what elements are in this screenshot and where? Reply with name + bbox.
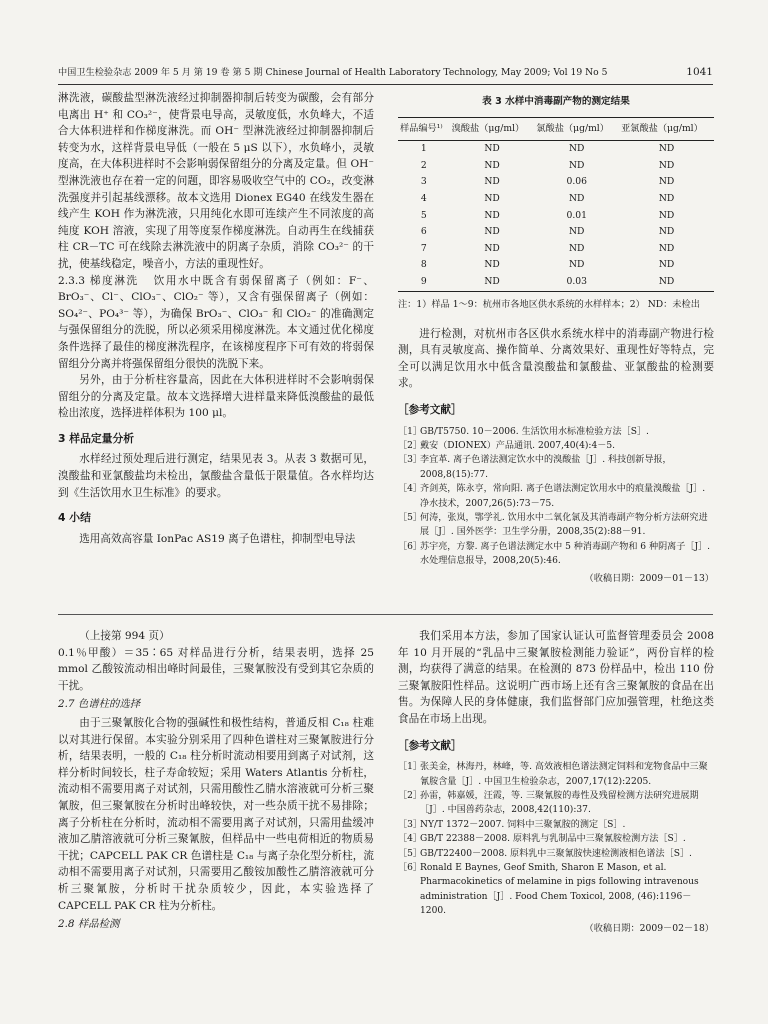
- reference-number: ［6］: [398, 863, 422, 873]
- reference-text: GB/T 22388－2008. 原料乳与乳制品中三聚氰胺检测方法［S］.: [420, 834, 686, 845]
- reference-item: [398, 789, 714, 818]
- table-cell: ND: [484, 209, 500, 221]
- table-cell: ND: [619, 274, 714, 291]
- table-header-cell: 亚氯酸盐（μg/ml）: [619, 117, 714, 141]
- reference-text: NY/T 1372－2007. 饲料中三聚氰胺的测定［S］.: [420, 819, 626, 830]
- table-row: [398, 174, 714, 191]
- received-date: （收稿日期：2009－02－18）: [584, 922, 714, 934]
- reference-number: ［4］: [398, 834, 422, 845]
- reference-text: 齐剑英，陈永亨，常向阳. 离子色谱法测定饮用水中的痕量溴酸盐［J］. 净水技术，2007,26(5):73－75.: [420, 484, 706, 509]
- reference-number: ［4］: [398, 484, 422, 495]
- table-cell: ND: [569, 226, 585, 238]
- table-cell: 5: [420, 209, 427, 221]
- top-right-column: [398, 94, 714, 587]
- paragraph: 进行检测，对杭州市各区供水系统水样中的消毒副产物进行检测，具有灵敏度高、操作简单、分离效果好、重现性好等特点，完全可以满足饮用水中低含量溴酸盐和氯酸盐、亚氯酸盐的检测要求。: [398, 327, 714, 390]
- table-cell: ND: [569, 242, 585, 254]
- reference-number: ［1］: [398, 762, 422, 773]
- table-cell: ND: [569, 159, 585, 171]
- reference-text: 李宜革. 离子色谱法测定饮水中的溴酸盐［J］. 科技创新导报，2008,8(15):77.: [420, 455, 672, 480]
- reference-item: [398, 818, 714, 832]
- table-row: [398, 257, 714, 274]
- reference-number: ［5］: [398, 848, 422, 859]
- paragraph: 淋洗液，碳酸盐型淋洗液经过抑制器抑制后转变为碳酸，会有部分电离出 H⁺ 和 CO₃²⁻，使背景电导高，灵敏度低，水负峰大，不适合大体积进样和作梯度淋洗。而 OH⁻ 型淋洗液经过抑制器抑制后转变为水，这样背景电导低（一般在 5 μS 以下），水负峰小，灵敏度高，在大体积进样时不会影响弱保留组分的分离及定量。但 OH⁻ 型淋洗液也存在着一定的问题，即容易吸收空气中的 CO₂，改变淋洗强度并引起基线漂移。故本文选用 Dionex EG40 在线发生器在线产生 KOH 作为淋洗液，只用纯化水即可连续产生不同浓度的高纯度 KOH 溶液，实现了用等度泵作梯度淋洗。自动再生在线捕获柱 CR－TC 可在线除去淋洗液中的阴离子杂质，消除 CO₃²⁻ 的干扰，使基线稳定，噪音小，方法的重现性好。: [58, 92, 374, 270]
- reference-text: GB/T5750. 10－2006. 生活饮用水标准检验方法［S］.: [420, 426, 649, 437]
- table-cell: ND: [569, 143, 585, 155]
- table-body: [398, 141, 714, 291]
- header-rule: [58, 84, 713, 85]
- table-cell: 7: [420, 242, 427, 254]
- table-row: [398, 224, 714, 241]
- reference-text: 苏宇亮，方黎. 离子色谱法测定水中 5 种消毒副产物和 6 种阴离子［J］. 水处理信息报导，2008,20(5):46.: [420, 541, 711, 567]
- table-cell: ND: [484, 192, 500, 204]
- reference-text: Ronald E Baynes, Geof Smith, Sharon E Mason, et al. Pharmacokinetics of melamine in pigs following intravenous administration［J］. Food Chem Toxicol, 2008, (46):1196－1200.: [420, 863, 699, 917]
- journal-citation: 中国卫生检验杂志 2009 年 5 月 第 19 卷 第 5 期 Chinese Journal of Health Laboratory Technology, May 2009; Vol 19 No 5: [58, 67, 608, 78]
- reference-item: [398, 511, 714, 540]
- table-cell: ND: [484, 176, 500, 188]
- reference-text: 孙雷，韩嘉媛，汪霞，等. 三聚氰胺的毒性及残留检测方法研究进展期［J］. 中国兽药杂志，2008,42(110):37.: [420, 790, 699, 816]
- reference-text: 张美金，林海丹，林峰，等. 高效液相色谱法测定饲料和宠物食品中三聚氰胺含量［J］. 中国卫生检验杂志，2007,17(12):2205.: [420, 762, 708, 787]
- reference-text: 戴安（DIONEX）产品通讯. 2007,40(4):4－5.: [420, 440, 616, 451]
- reference-number: ［3］: [398, 819, 422, 830]
- reference-list: [398, 425, 714, 569]
- table-cell: ND: [658, 176, 675, 188]
- continuation-note: （上接第 994 页）: [79, 630, 170, 642]
- references-heading: ［参考文献］: [398, 403, 462, 416]
- reference-item: [398, 439, 714, 453]
- table-cell: ND: [484, 226, 500, 238]
- table-row: [398, 191, 714, 208]
- reference-text: 何涛，张岚，鄂学礼. 饮用水中二氧化氯及其消毒副产物分析方法研究进展［J］. 国外医学：卫生学分册，2008,35(2):88－91.: [420, 512, 708, 538]
- table-cell: ND: [658, 259, 675, 271]
- table-cell: ND: [569, 192, 585, 204]
- table-cell: ND: [484, 259, 500, 271]
- table-cell: ND: [658, 226, 675, 238]
- reference-item: [398, 832, 714, 846]
- references-heading: ［参考文献］: [398, 739, 462, 752]
- reference-item: [398, 861, 714, 919]
- reference-item: [398, 847, 714, 861]
- paragraph: 0.1％甲酸）＝35∶65 对样品进行分析，结果表明，选择 25 mmol 乙酸铵流动相出峰时间最佳，三聚氰胺没有受到其它杂质的干扰。: [58, 646, 374, 692]
- reference-item: [398, 453, 714, 482]
- paragraph: 选用高效高容量 IonPac AS19 离子色谱柱，抑制型电导法: [79, 532, 356, 545]
- top-left-column: [58, 90, 374, 547]
- table-cell: 3: [420, 176, 427, 188]
- reference-item: [398, 425, 714, 439]
- reference-number: ［3］: [398, 455, 422, 466]
- table-row: [398, 274, 714, 291]
- paragraph: 另外，由于分析柱容量高，因此在大体积进样时不会影响弱保留组分的分离及定量。故本文选择增大进样量来降低溴酸盐的最低检出浓度，选择进样体积为 100 μl。: [58, 374, 374, 420]
- page-number: 1041: [686, 66, 713, 78]
- bottom-right-column: [398, 628, 714, 937]
- running-header: [58, 62, 713, 78]
- subsection-heading: 2.7 色谱柱的选择: [58, 698, 141, 711]
- table-cell: 2: [420, 159, 427, 171]
- paragraph: 由于三聚氰胺化合物的强碱性和极性结构，普通反相 C₁₈ 柱难以对其进行保留。本实验分别采用了四种色谱柱对三聚氰胺进行分析，结果表明，一般的 C₁₈ 柱分析时流动相要用到离子对试剂，这样分析时间较长，柱子寿命较短；采用 Waters Atlantis 分析柱，流动相不需要用离子对试剂，只需用酸性乙腈水溶液就可分析三聚氰胺，但三聚氰胺在分析时出峰较快，对一些杂质干扰不易排除；离子分析柱在分析时，流动相不需要用离子对试剂，只需用盐缓冲液加乙腈溶液就可分析三聚氰胺，但样品中一些电荷相近的物质易干扰；CAPCELL PAK CR 色谱柱是 C₁₈ 与离子杂化型分析柱，流动相不需要用离子对试剂，只需要用乙酸铵加酸性乙腈溶液就可分析三聚氰胺，分析时干扰杂质较少，因此，本实验选择了 CAPCELL PAK CR 柱为分析柱。: [58, 716, 374, 912]
- table-cell: ND: [658, 192, 675, 204]
- section-2-3-3: [58, 273, 374, 373]
- table-header-cell: 溴酸盐（μg/ml）: [450, 117, 535, 141]
- table-cell: 4: [420, 192, 427, 204]
- table-cell: ND: [450, 274, 535, 291]
- reference-item: [398, 540, 714, 569]
- section-heading-3: 3 样品定量分析: [58, 431, 135, 445]
- reference-number: ［1］: [398, 426, 422, 437]
- results-table: [398, 117, 714, 292]
- received-date: （收稿日期：2009－01－13）: [584, 572, 714, 584]
- reference-number: ［2］: [398, 790, 422, 801]
- paragraph: 水样经过预处理后进行测定，结果见表 3。从表 3 数据可见，溴酸盐和亚氯酸盐均未检出，氯酸盐含量低于限量值。各水样均达到《生活饮用水卫生标准》的要求。: [58, 453, 374, 499]
- table-cell: 0.06: [566, 176, 587, 188]
- table-cell: 8: [420, 259, 427, 271]
- table-row: [398, 208, 714, 225]
- table-cell: ND: [484, 143, 500, 155]
- table-cell: ND: [658, 143, 675, 155]
- reference-item: [398, 760, 714, 789]
- paragraph: 我们采用本方法，参加了国家认证认可监督管理委员会 2008 年 10 月开展的“乳品中三聚氰胺检测能力验证”，两份盲样的检测，均获得了满意的结果。在检测的 873 份样品中，检出 110 份三聚氰胺阳性样品。这说明广西市场上还有含三聚氰胺的食品在出售。为保障人民的身体健康，我们监督部门应加强管理，杜绝这类食品在市场上出现。: [398, 630, 714, 725]
- table-row: [398, 241, 714, 258]
- table-cell: ND: [658, 242, 675, 254]
- table-cell: ND: [569, 259, 585, 271]
- reference-text: GB/T22400－2008. 原料乳中三聚氰胺快速检测液相色谱法［S］.: [420, 848, 692, 859]
- reference-number: ［2］: [398, 440, 422, 451]
- reference-number: ［5］: [398, 512, 422, 523]
- reference-item: [398, 482, 714, 511]
- table-cell: ND: [658, 209, 675, 221]
- paragraph: 饮用水中既含有弱保留离子（例如：F⁻、BrO₃⁻、Cl⁻、ClO₃⁻、ClO₂⁻ 等），又含有强保留离子（例如：SO₄²⁻、PO₄³⁻ 等），为确保 BrO₃⁻、ClO₃⁻ 和 ClO₂⁻ 的准确测定与强保留组分的洗脱，所以必须采用梯度淋洗。本文通过优化梯度条件选择了最佳的梯度淋洗程序，在该梯度程序下可有效的将弱保留组分分离并将强保留组分很快的洗脱下来。: [58, 274, 374, 370]
- section-heading-4: 4 小结: [58, 511, 91, 525]
- reference-number: ［6］: [398, 541, 422, 552]
- table-row: [398, 141, 714, 158]
- table-cell: 6: [420, 226, 427, 238]
- table-title: 表 3 水样中消毒副产物的测定结果: [482, 96, 630, 107]
- table-header-cell: 样品编号¹⁾: [398, 117, 450, 141]
- bottom-left-column: [58, 628, 374, 935]
- table-cell: ND: [484, 159, 500, 171]
- table-cell: 1: [420, 143, 427, 155]
- subsection-heading: 2.3.3 梯度淋洗: [58, 274, 139, 287]
- article-divider: [58, 614, 713, 615]
- table-header-cell: 氯酸盐（μg/ml）: [534, 117, 619, 141]
- subsection-heading: 2.8 样品检测: [58, 918, 120, 931]
- table-cell: ND: [484, 242, 500, 254]
- table-cell: 0.01: [566, 209, 587, 221]
- table-cell: 9: [398, 274, 450, 291]
- table-row: [398, 158, 714, 175]
- table-cell: ND: [658, 159, 675, 171]
- table-cell: 0.03: [534, 274, 619, 291]
- reference-list: [398, 760, 714, 918]
- table-note: 注：1）样品 1～9：杭州市各地区供水系统的水样样本；2） ND：未检出: [398, 298, 700, 310]
